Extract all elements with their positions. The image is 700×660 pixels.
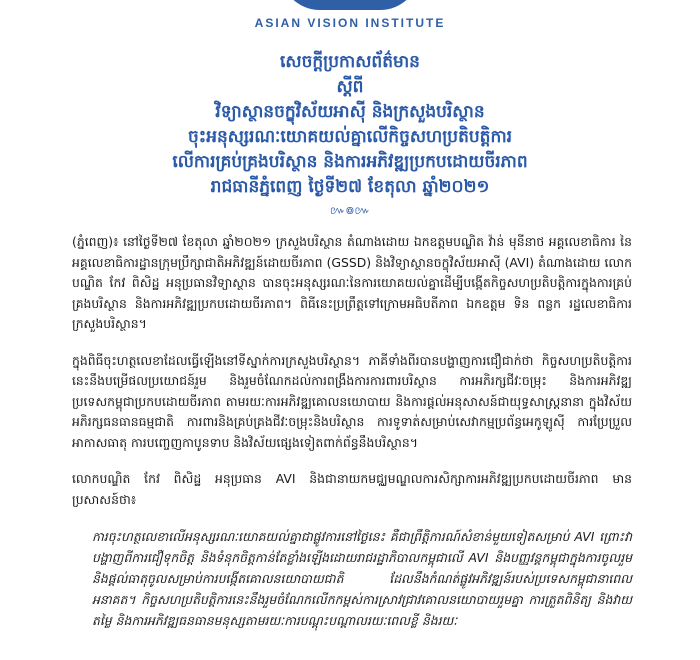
paragraph-intro: (ភ្នំពេញ)៖ នៅថ្ងៃទី២៧ ខែតុលា ឆ្នាំ២០២១ ក្រសួងបរិស្ថាន តំណាងដោយ ឯកឧត្តមបណ្ឌិត វ៉ាន់ មុនីនាថ អគ្គលេខាធិការ នៃអគ្គលេខាធិការដ្ឋានក្រុមប្រឹក្សាជាតិអភិវឌ្ឍន៍ដោយចីរភាព (GSSD) និងវិទ្យាស្ថានចក្ខុវិស័យអាស៊ី (AVI) តំណាងដោយ លោកបណ្ឌិត កែវ ពិសិដ្ឋ អនុប្រធានវិទ្យាស្ថាន បានចុះអនុស្សរណៈនៃការយោគយល់គ្នាដើម្បីបង្កើតកិច្ចសហប្រតិបត្តិការក្នុងការគ្រប់គ្រងបរិស្ថាន និងការអភិវឌ្ឍប្រកបដោយចីរភាព។ ពិធីនេះប្រព្រឹត្តទៅក្រោមអធិបតីភាព ឯកឧត្តម ទិន ពន្លក រដ្ឋលេខាធិការក្រសួងបរិស្ថាន។ xyxy=(72,234,632,331)
title-subject: លើការគ្រប់គ្រងបរិស្ថាន និងការអភិវឌ្ឍប្រកបដោយចីរភាព xyxy=(172,152,528,172)
quote-block: ការចុះហត្ថលេខាលើអនុស្សរណៈយោគយល់គ្នាជាផ្លូវការនៅថ្ងៃនេះ គឺជាព្រឹត្តិការណ៍សំខាន់មួយទៀតសម្រាប់ AVI ព្រោះវាបង្ហាញពីការជឿទុកចិត្ត និងទំនុកចិត្តកាន់តែខ្លាំងឡើងដោយរាជរដ្ឋាភិបាលកម្ពុជាលើ AVI និងបញ្ញវន្តកម្ពុជាក្នុងការចូលរួម និងផ្តល់ធាតុចូលសម្រាប់ការបង្កើតគោលនយោបាយជាតិ ដែលនឹងកំណត់ផ្លូវអភិវឌ្ឍន៍របស់ប្រទេសកម្ពុជានាពេលអនាគត។ កិច្ចសហប្រតិបត្តិការនេះនឹងរួមចំណែកលើកកម្ពស់ការស្រាវជ្រាវគោលនយោបាយរួមគ្នា ការត្រួតពិនិត្យ និងវាយតម្លៃ និងការអភិវឌ្ឍធនធានមនុស្សតាមរយៈការបណ្តុះបណ្តាលរយៈពេលខ្លី និងរយៈ xyxy=(92,529,632,628)
institute-logo-icon xyxy=(280,0,420,10)
paragraph-speaker: លោកបណ្ឌិត កែវ ពិសិដ្ឋ អនុប្រធាន AVI និងជានាយកមជ្ឈមណ្ឌលការសិក្សាការអភិវឌ្ឍប្រកបដោយចីរភាព មានប្រសាសន៍ថា៖ xyxy=(72,471,632,507)
ornament-divider: ៚៙៚ xyxy=(329,204,371,217)
document-body xyxy=(72,232,632,631)
title-parties: វិទ្យាស្ថានចក្ខុវិស័យអាស៊ី និងក្រសួងបរិស្ថាន xyxy=(215,102,485,122)
press-release-titles xyxy=(0,50,700,220)
header xyxy=(0,0,700,36)
title-place-date: រាជធានីភ្នំពេញ ថ្ងៃទី២៧ ខែតុលា ឆ្នាំ២០២១ xyxy=(210,177,490,197)
title-about: ស្តីពី xyxy=(336,77,364,97)
title-press-release: សេចក្តីប្រកាសព័ត៌មាន xyxy=(280,52,420,72)
title-mou: ចុះអនុស្សរណៈយោគយល់គ្នាលើកិច្ចសហប្រតិបត្តិការ xyxy=(187,127,513,147)
paragraph-signing: ក្នុងពិធីចុះហត្ថលេខាដែលធ្វើឡើងនៅទីស្នាក់ការក្រសួងបរិស្ថាន។ ភាគីទាំងពីរបានបង្ហាញការជឿជាក់ថា កិច្ចសហប្រតិបត្តិការនេះនឹងបម្រើផលប្រយោជន៍រួម និងរួមចំណែកដល់ការពង្រឹងការការពារបរិស្ថាន ការអភិរក្សជីវៈចម្រុះ និងការអភិវឌ្ឍប្រទេសកម្ពុជាប្រកបដោយចីរភាព តាមរយៈការអភិវឌ្ឍគោលនយោបាយ និងការផ្តល់អនុសាសន៍ជាយុទ្ធសាស្ត្រនានា ក្នុងវិស័យអភិរក្សធនធានធម្មជាតិ ការពារនិងគ្រប់គ្រងជីវៈចម្រុះនិងបរិស្ថាន ការទូទាត់សម្រាប់សេវាកម្មប្រព័ន្ធអេកូឡូស៊ី ការប្រែប្រួលអាកាសធាតុ ការបញ្ចេញកាបូនទាប និងវិស័យផ្សេងទៀតពាក់ព័ន្ធនឹងបរិស្ថាន។ xyxy=(72,352,632,450)
institute-name: ASIAN VISION INSTITUTE xyxy=(254,16,446,30)
